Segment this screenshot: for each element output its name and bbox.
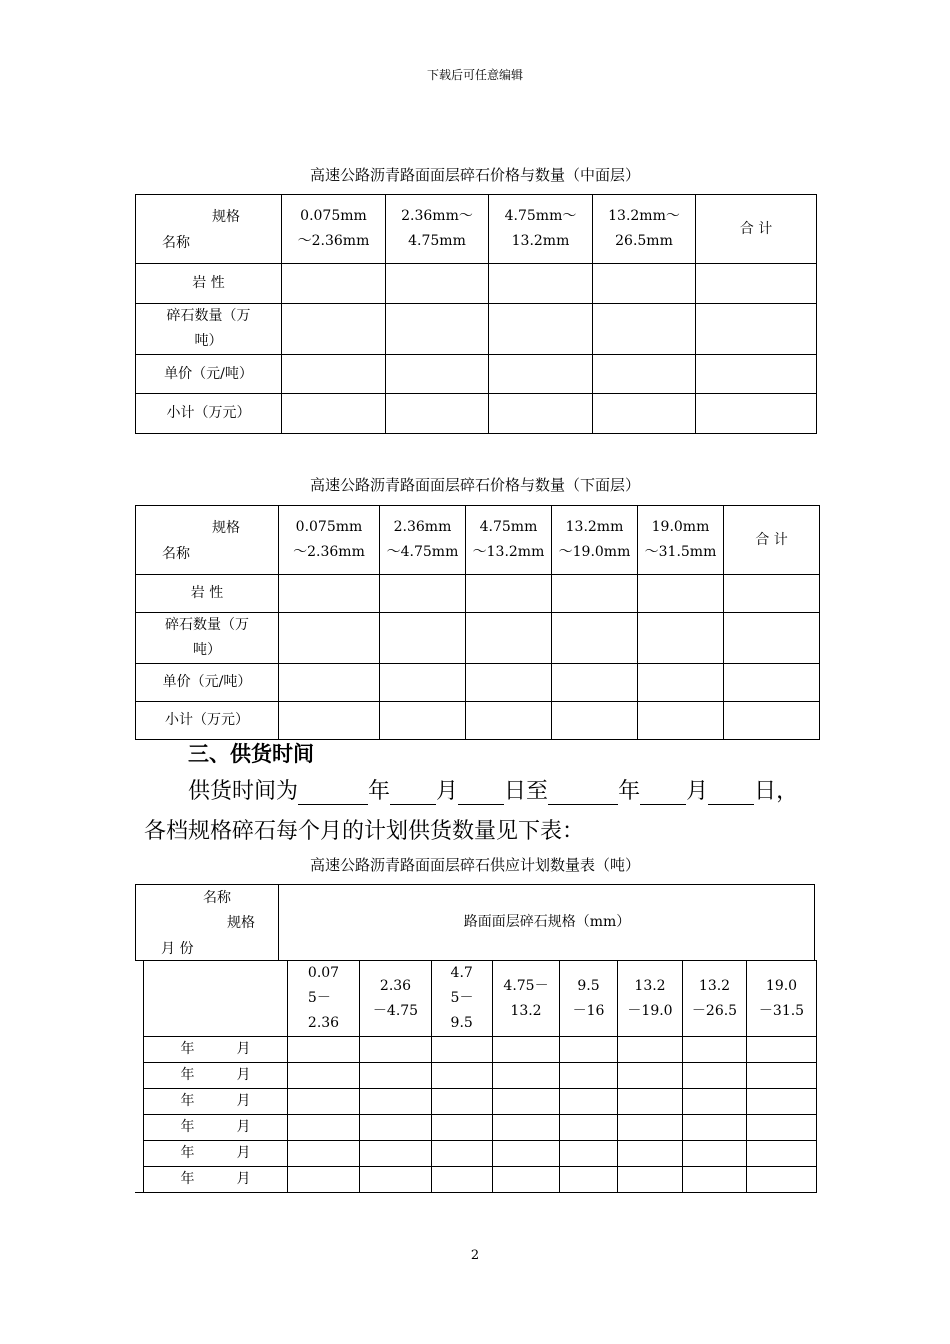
table1	[135, 194, 817, 434]
month-row-label: 年 月	[144, 1063, 288, 1089]
table1-row-rock: 岩 性	[136, 264, 282, 304]
supply-intro-line: 各档规格碎石每个月的计划供货数量见下表：	[144, 819, 585, 844]
size-col-7: 13.2 －26.5	[683, 961, 747, 1037]
page-number: 2	[470, 1248, 480, 1263]
table2-corner-cell	[136, 506, 279, 575]
table3	[135, 884, 816, 1194]
table2-row-quantity: 碎石数量（万 吨）	[136, 613, 279, 664]
corner-spec-label: 规格	[212, 520, 240, 536]
table2-row-price: 单价（元/吨）	[136, 664, 279, 702]
table3-corner-spec: 规格	[227, 915, 255, 931]
size-col-5: 9.5 －16	[560, 961, 618, 1037]
table1-total-header: 合 计	[696, 195, 817, 264]
table2-row-rock: 岩 性	[136, 575, 279, 613]
table2-col-3: 4.75mm ～13.2mm	[466, 506, 552, 575]
corner-name-label: 名称	[162, 235, 190, 251]
table1-caption: 高速公路沥青路面面层碎石价格与数量（中面层）	[309, 166, 640, 184]
month-row-label: 年 月	[144, 1037, 288, 1063]
table1-row-price: 单价（元/吨）	[136, 355, 282, 394]
month-row-label: 年 月	[144, 1089, 288, 1115]
table2-caption: 高速公路沥青路面面层碎石价格与数量（下面层）	[309, 476, 640, 494]
table1-col-3: 4.75mm～ 13.2mm	[489, 195, 593, 264]
month-row-label: 年 月	[144, 1115, 288, 1141]
supply-time-line: 供货时间为 年 月 日至 年 月 日，	[188, 779, 799, 804]
table3-blank-corner	[144, 961, 288, 1037]
size-col-4: 4.75－ 13.2	[493, 961, 560, 1037]
size-col-6: 13.2 －19.0	[618, 961, 683, 1037]
table3-caption: 高速公路沥青路面面层碎石供应计划数量表（吨）	[309, 856, 640, 874]
section-heading: 三、供货时间	[188, 742, 314, 766]
table2-col-4: 13.2mm ～19.0mm	[552, 506, 638, 575]
table1-col-1: 0.075mm ～2.36mm	[282, 195, 386, 264]
blank-month-1[interactable]	[390, 782, 436, 805]
table3-corner-name: 名称	[203, 890, 231, 906]
size-col-3: 4.7 5－ 9.5	[432, 961, 493, 1037]
corner-name-label: 名称	[162, 546, 190, 562]
table2-col-1: 0.075mm ～2.36mm	[279, 506, 380, 575]
blank-month-2[interactable]	[640, 782, 686, 805]
table3-title: 路面面层碎石规格（mm）	[463, 914, 631, 930]
size-col-8: 19.0 －31.5	[747, 961, 817, 1037]
blank-day-1[interactable]	[458, 782, 504, 805]
table3-grid	[143, 960, 817, 1193]
blank-year-1[interactable]	[298, 782, 368, 805]
table2	[135, 505, 820, 740]
table1-row-quantity: 碎石数量（万 吨）	[136, 304, 282, 355]
corner-spec-label: 规格	[212, 209, 240, 225]
size-col-1: 0.07 5－ 2.36	[288, 961, 360, 1037]
month-row-label: 年 月	[144, 1141, 288, 1167]
blank-day-2[interactable]	[708, 782, 754, 805]
blank-year-2[interactable]	[548, 782, 618, 805]
table2-col-5: 19.0mm ～31.5mm	[638, 506, 724, 575]
table3-corner-month: 月 份	[161, 941, 194, 957]
table2-col-2: 2.36mm ～4.75mm	[380, 506, 466, 575]
header-note: 下载后可任意编辑	[426, 68, 523, 82]
table2-total-header: 合 计	[724, 506, 820, 575]
month-row-label: 年 月	[144, 1167, 288, 1193]
table1-col-4: 13.2mm～ 26.5mm	[593, 195, 696, 264]
table2-row-subtotal: 小计（万元）	[136, 702, 279, 740]
table1-corner-cell	[136, 195, 282, 264]
table1-row-subtotal: 小计（万元）	[136, 394, 282, 434]
size-col-2: 2.36 －4.75	[360, 961, 432, 1037]
table1-col-2: 2.36mm～ 4.75mm	[386, 195, 489, 264]
